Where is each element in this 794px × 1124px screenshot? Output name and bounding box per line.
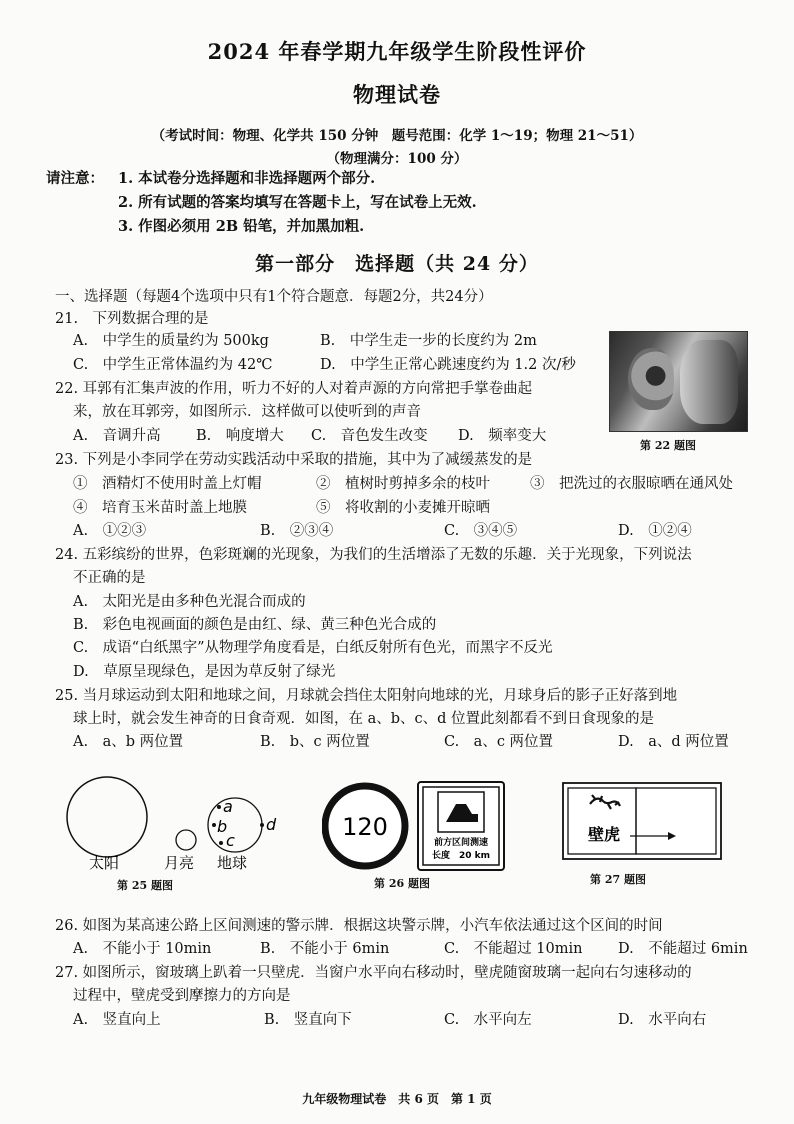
option-c: C. 音色发生改变 [311, 428, 428, 444]
sign-text-line2: 长度 20 km [431, 851, 491, 861]
option-c: C. 不能超过 10min [444, 941, 583, 957]
option-d: D. 草原呈现绿色，是因为草反射了绿光 [73, 664, 336, 680]
option-a: A. 中学生的质量约为 500kg [73, 333, 269, 349]
section-heading: 一、选择题（每题4个选项中只有1个符合题意．每题2分，共24分） [55, 289, 493, 305]
part-heading: 第一部分 选择题（共 24 分） [255, 253, 539, 275]
question-stem: 23. 下列是小李同学在劳动实践活动中采取的措施，其中为了减缓蒸发的是 [55, 452, 533, 468]
full-score: （物理满分：100 分） [326, 151, 468, 167]
question-stem: 球上时，就会发生神奇的日食奇观．如图，在 a、b、c、d 位置此刻都看不到日食现象的是 [73, 711, 655, 727]
option-b: B. 中学生走一步的长度约为 2m [320, 333, 537, 349]
option-a: A. 太阳光是由多种色光混合而成的 [73, 594, 306, 610]
notice-label: 请注意： [46, 170, 104, 187]
point-a-label: a [223, 797, 233, 816]
moon-shape [176, 830, 196, 850]
sun-label: 太阳 [89, 854, 120, 872]
exam-subject: 物理试卷 [353, 82, 441, 107]
option-b: B. b、c 两位置 [260, 734, 370, 750]
exam-title: 2024 年春学期九年级学生阶段性评价 [207, 39, 587, 64]
speed-limit-value: 120 [342, 813, 388, 841]
speed-sign-figure [322, 778, 512, 873]
notice-item: 2. 所有试题的答案均填写在答题卡上，写在试卷上无效. [118, 194, 477, 211]
sign-text-line1: 前方区间测速 [433, 838, 489, 848]
question-stem: 24. 五彩缤纷的世界，色彩斑斓的光现象，为我们的生活增添了无数的乐趣．关于光现象，下列说法 [55, 547, 692, 563]
figure-caption: 第 26 题图 [374, 877, 430, 890]
window-figure [560, 780, 726, 864]
question-stem: 过程中，壁虎受到摩擦力的方向是 [73, 988, 291, 1004]
measure-item: ② 植树时剪掉多余的枝叶 [316, 476, 490, 492]
option-d: D. ①②④ [618, 523, 692, 539]
option-d: D. a、d 两位置 [618, 734, 729, 750]
question-stem: 25. 当月球运动到太阳和地球之间，月球就会挡住太阳射向地球的光，月球身后的影子正好落到地 [55, 688, 678, 704]
earth-label: 地球 [217, 854, 248, 872]
measure-item: ④ 培育玉米苗时盖上地膜 [73, 500, 247, 516]
point-d-label: d [266, 815, 277, 834]
window-frame [563, 783, 721, 859]
option-b: B. 响度增大 [196, 428, 284, 444]
option-a: A. 竖直向上 [73, 1012, 161, 1028]
question-stem: 来，放在耳郭旁，如图所示．这样做可以使听到的声音 [73, 404, 421, 420]
option-d: D. 中学生正常心跳速度约为 1.2 次/秒 [320, 357, 576, 373]
measure-item: ① 酒精灯不使用时盖上灯帽 [73, 476, 262, 492]
question-stem: 不正确的是 [73, 570, 146, 586]
option-c: C. 中学生正常体温约为 42℃ [73, 357, 273, 373]
notice-item: 3. 作图必须用 2B 铅笔，并加黑加粗. [118, 218, 365, 235]
option-b: B. 竖直向下 [264, 1012, 352, 1028]
ear-hand-photo [609, 331, 748, 432]
point-c-label: c [226, 831, 235, 850]
option-d: D. 水平向右 [618, 1012, 707, 1028]
option-d: D. 不能超过 6min [618, 941, 748, 957]
sun-shape [67, 777, 147, 857]
option-c: C. a、c 两位置 [444, 734, 554, 750]
measure-item: ⑤ 将收割的小麦摊开晾晒 [316, 500, 490, 516]
option-b: B. 彩色电视画面的颜色是由红、绿、黄三种色光合成的 [73, 617, 437, 633]
figure-caption: 第 25 题图 [117, 879, 173, 892]
eclipse-diagram [60, 772, 290, 892]
measure-item: ③ 把洗过的衣服晾晒在通风处 [530, 476, 733, 492]
option-a: A. a、b 两位置 [73, 734, 184, 750]
option-c: C. ③④⑤ [444, 523, 518, 539]
option-a: A. ①②③ [73, 523, 147, 539]
figure-caption: 第 22 题图 [640, 439, 696, 452]
option-b: B. ②③④ [260, 523, 334, 539]
option-c: C. 成语“白纸黑字”从物理学角度看是，白纸反射所有色光，而黑字不反光 [73, 640, 553, 656]
option-a: A. 不能小于 10min [73, 941, 212, 957]
point-b-label: b [217, 817, 228, 836]
question-stem: 26. 如图为某高速公路上区间测速的警示牌．根据这块警示牌，小汽车依法通过这个区间的时间 [55, 918, 663, 934]
exam-info: （考试时间：物理、化学共 150 分钟 题号范围：化学 1～19；物理 21～51） [151, 128, 643, 144]
option-a: A. 音调升高 [73, 428, 161, 444]
question-stem: 21. 下列数据合理的是 [55, 311, 209, 327]
page-footer: 九年级物理试卷 共 6 页 第 1 页 [302, 1092, 492, 1106]
option-b: B. 不能小于 6min [260, 941, 390, 957]
option-c: C. 水平向左 [444, 1012, 532, 1028]
moon-label: 月亮 [164, 854, 195, 872]
figure-caption: 第 27 题图 [590, 873, 646, 886]
option-d: D. 频率变大 [458, 428, 547, 444]
gecko-label: 壁虎 [588, 825, 621, 844]
notice-item: 1. 本试卷分选择题和非选择题两个部分. [118, 170, 376, 187]
question-stem: 27. 如图所示，窗玻璃上趴着一只壁虎．当窗户水平向右移动时，壁虎随窗玻璃一起向右匀速移动的 [55, 965, 692, 981]
question-stem: 22. 耳郭有汇集声波的作用，听力不好的人对着声源的方向常把手掌卷曲起 [55, 381, 533, 397]
